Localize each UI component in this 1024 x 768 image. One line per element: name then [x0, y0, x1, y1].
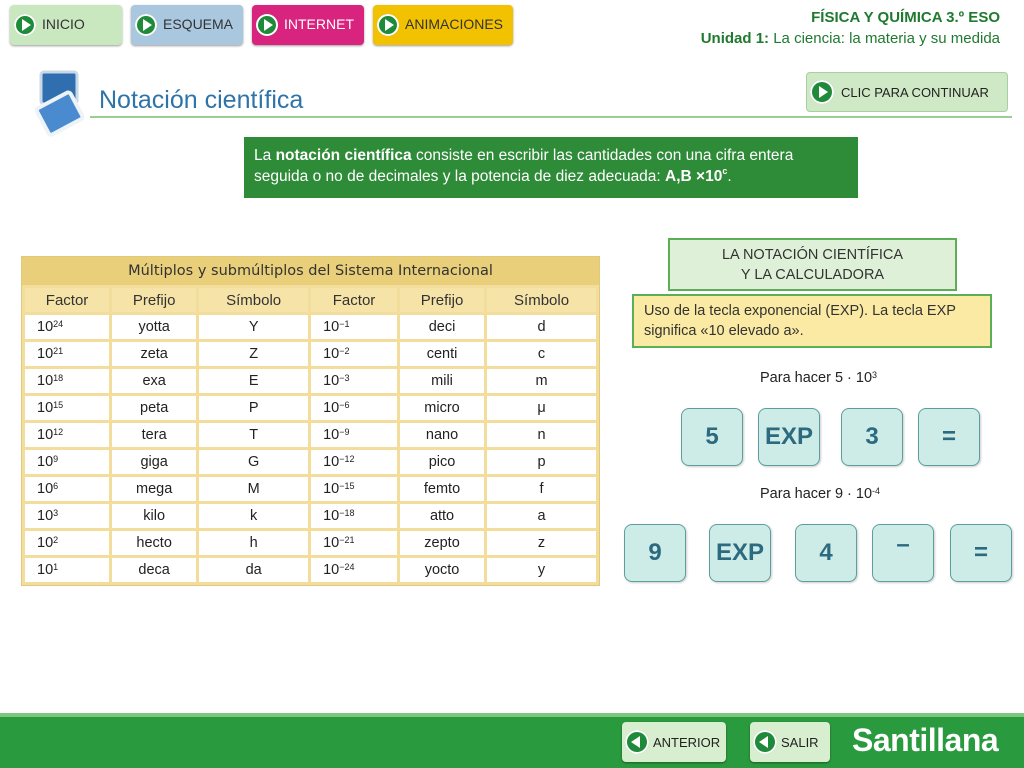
factor-exponent: 1 [53, 562, 59, 572]
factor-base: 10 [37, 346, 54, 362]
symbol-cell [487, 342, 596, 366]
symbol-cell [199, 504, 308, 528]
prefix-cell [112, 423, 196, 447]
symbol: p [537, 454, 546, 470]
table-header-row [25, 288, 596, 312]
unit-prefix: Unidad 1: [700, 30, 770, 47]
si-prefix-table [21, 256, 600, 586]
symbol-cell [199, 369, 308, 393]
nav-inicio-button[interactable] [10, 5, 122, 45]
definition-box [244, 137, 858, 198]
symbol-cell [199, 531, 308, 555]
symbol: P [248, 400, 259, 416]
prefix-cell [400, 504, 484, 528]
symbol: M [247, 481, 260, 497]
definition-text: La [254, 147, 276, 164]
factor-exponent: −6 [339, 400, 350, 410]
key-equals: = [918, 408, 980, 466]
symbol-cell [487, 369, 596, 393]
factor-base: 10 [37, 562, 54, 578]
prefix: giga [140, 454, 168, 470]
prefix-cell [400, 558, 484, 582]
prefix: kilo [143, 508, 166, 524]
prefix: zepto [424, 535, 460, 551]
factor-cell [25, 396, 109, 420]
table-row [25, 315, 596, 339]
table-row [25, 369, 596, 393]
symbol-cell [199, 450, 308, 474]
factor-base: 10 [323, 373, 340, 389]
key-exp: EXP [758, 408, 820, 466]
table-row [25, 342, 596, 366]
factor-exponent: 21 [53, 346, 64, 356]
back-arrow-icon [625, 730, 649, 754]
symbol-cell [487, 315, 596, 339]
factor-base: 10 [323, 427, 340, 443]
factor-cell [311, 369, 397, 393]
prefix: mega [136, 481, 173, 497]
symbol: f [539, 481, 544, 497]
factor-cell [25, 558, 109, 582]
play-icon [135, 14, 157, 36]
prefix-cell [112, 315, 196, 339]
factor-base: 10 [37, 427, 54, 443]
symbol-cell [199, 342, 308, 366]
nav-inicio-label: INICIO [42, 16, 85, 32]
factor-exponent: 12 [53, 427, 64, 437]
factor-exponent: −21 [339, 535, 355, 545]
factor-exponent: 3 [53, 508, 59, 518]
symbol-cell [199, 558, 308, 582]
anterior-label: ANTERIOR [653, 734, 721, 750]
prefix-cell [112, 369, 196, 393]
prefix: exa [142, 373, 166, 389]
factor-exponent: 15 [53, 400, 64, 410]
prefix-cell [112, 477, 196, 501]
nav-esquema-label: ESQUEMA [163, 16, 234, 32]
key-exp: EXP [709, 524, 771, 582]
table-row [25, 450, 596, 474]
prefix-cell [400, 315, 484, 339]
symbol: G [248, 454, 260, 470]
prefix: atto [429, 508, 455, 524]
factor-exponent: −24 [339, 562, 355, 572]
factor-cell [25, 531, 109, 555]
continue-button[interactable] [806, 72, 1008, 112]
course-unit [701, 28, 1000, 49]
factor-cell [25, 369, 109, 393]
example1-caption [760, 370, 877, 386]
factor-cell [25, 315, 109, 339]
factor-exponent: 2 [53, 535, 59, 545]
symbol: z [537, 535, 546, 551]
factor-cell [311, 315, 397, 339]
title-divider [90, 116, 1012, 118]
factor-cell [311, 396, 397, 420]
symbol-cell [199, 396, 308, 420]
key-5: 5 [681, 408, 743, 466]
prefix-cell [400, 450, 484, 474]
prefix: tera [141, 427, 167, 443]
factor-cell [311, 423, 397, 447]
factor-cell [311, 342, 397, 366]
prefix: peta [140, 400, 169, 416]
factor-exponent: 6 [53, 481, 59, 491]
calculator-heading-line1: LA NOTACIÓN CIENTÍFICA [721, 247, 903, 263]
prefix: zeta [140, 346, 168, 362]
prefix-cell [112, 342, 196, 366]
key-equals: = [950, 524, 1012, 582]
factor-base: 10 [37, 481, 54, 497]
prefix: mili [431, 373, 453, 389]
prefix-cell [400, 423, 484, 447]
nav-internet-label: INTERNET [284, 16, 354, 32]
symbol: Z [249, 346, 259, 362]
symbol: E [248, 373, 259, 389]
course-info [701, 7, 1000, 49]
factor-base: 10 [323, 454, 340, 470]
table-header-cell: Factor [25, 288, 109, 312]
prefix-cell [112, 531, 196, 555]
symbol-cell [487, 450, 596, 474]
symbol: c [537, 346, 546, 362]
factor-base: 10 [323, 481, 340, 497]
definition-formula [665, 168, 727, 185]
unit-text: La ciencia: la materia y su medida [773, 30, 1000, 47]
course-title: FÍSICA Y QUÍMICA 3.º ESO [811, 9, 1000, 26]
page-title: Notación científica [99, 86, 304, 114]
prefix-cell [112, 396, 196, 420]
continue-label: CLIC PARA CONTINUAR [841, 84, 989, 100]
factor-base: 10 [323, 508, 340, 524]
symbol-cell [199, 315, 308, 339]
prefix-cell [400, 531, 484, 555]
table-row [25, 396, 596, 420]
prefix: yocto [424, 562, 460, 578]
prefix: centi [426, 346, 458, 362]
nav-animaciones-label: ANIMACIONES [405, 16, 504, 32]
factor-cell [311, 504, 397, 528]
back-arrow-icon [753, 730, 777, 754]
calculator-heading-line2: Y LA CALCULADORA [740, 267, 885, 283]
nav-esquema-button[interactable] [131, 5, 243, 45]
example2-caption [760, 486, 880, 502]
factor-base: 10 [323, 400, 340, 416]
top-nav [10, 5, 513, 45]
anterior-button[interactable] [622, 722, 726, 762]
table-row [25, 423, 596, 447]
symbol: da [245, 562, 262, 578]
factor-cell [25, 423, 109, 447]
symbol: y [537, 562, 546, 578]
factor-base: 10 [37, 508, 54, 524]
example2-exponent: -4 [872, 486, 881, 496]
symbol: T [249, 427, 259, 443]
prefix-cell [400, 477, 484, 501]
table-header-cell: Factor [311, 288, 397, 312]
factor-base: 10 [323, 319, 340, 335]
factor-cell [311, 531, 397, 555]
play-icon [377, 14, 399, 36]
factor-base: 10 [37, 319, 54, 335]
table-header-cell: Símbolo [487, 288, 596, 312]
factor-cell [25, 477, 109, 501]
definition-term: notación científica [275, 147, 412, 164]
prefix: nano [425, 427, 459, 443]
prefix: deci [428, 319, 456, 335]
table-header-cell: Prefijo [112, 288, 196, 312]
symbol: Y [248, 319, 259, 335]
symbol-cell [487, 558, 596, 582]
symbol: μ [537, 400, 546, 416]
table-body [25, 315, 596, 582]
symbol: a [537, 508, 546, 524]
prefix: hecto [136, 535, 172, 551]
symbol-cell [487, 423, 596, 447]
definition-end: . [727, 168, 732, 185]
factor-exponent: −15 [339, 481, 355, 491]
calculator-description: Uso de la tecla exponencial (EXP). La tecla EXP significa «10 elevado a». [632, 294, 992, 348]
key-minus: – [872, 524, 934, 582]
play-icon [810, 80, 834, 104]
salir-button[interactable] [750, 722, 830, 762]
prefix: yotta [138, 319, 170, 335]
factor-exponent: −3 [339, 373, 350, 383]
section-logo-icon [35, 70, 85, 138]
nav-internet-button[interactable] [252, 5, 364, 45]
prefix-cell [400, 396, 484, 420]
prefix-cell [112, 450, 196, 474]
symbol-cell [487, 531, 596, 555]
example1-text: Para hacer 5 · 10 [760, 370, 873, 386]
factor-exponent: −18 [339, 508, 355, 518]
table-header-cell: Prefijo [400, 288, 484, 312]
example1-exponent: 3 [872, 370, 878, 380]
table-row [25, 504, 596, 528]
factor-base: 10 [37, 454, 54, 470]
factor-base: 10 [323, 346, 340, 362]
example2-text: Para hacer 9 · 10 [760, 486, 873, 502]
factor-cell [311, 558, 397, 582]
prefix-cell [112, 504, 196, 528]
factor-cell [25, 504, 109, 528]
symbol-cell [487, 396, 596, 420]
factor-base: 10 [37, 400, 54, 416]
factor-base: 10 [323, 535, 340, 551]
prefix-cell [400, 369, 484, 393]
formula-exponent: c [722, 166, 728, 176]
calculator-heading [668, 238, 957, 291]
prefix-cell [400, 342, 484, 366]
factor-cell [25, 342, 109, 366]
symbol: m [535, 373, 548, 389]
key-4: 4 [795, 524, 857, 582]
prefix: pico [428, 454, 456, 470]
factor-cell [25, 450, 109, 474]
key-9: 9 [624, 524, 686, 582]
symbol-cell [199, 423, 308, 447]
factor-exponent: −9 [339, 427, 350, 437]
factor-cell [311, 477, 397, 501]
symbol-cell [199, 477, 308, 501]
factor-base: 10 [323, 562, 340, 578]
formula-base: A,B ×10 [665, 168, 723, 185]
table-row [25, 558, 596, 582]
definition-text: consiste en escribir las cantidades con una cifra entera seguida o no de decimales y la potencia de diez adecuada: [254, 147, 794, 185]
table-caption: Múltiplos y submúltiplos del Sistema Internacional [22, 257, 599, 285]
prefix: deca [138, 562, 170, 578]
table-row [25, 531, 596, 555]
play-icon [256, 14, 278, 36]
symbol-cell [487, 504, 596, 528]
symbol-cell [487, 477, 596, 501]
factor-base: 10 [37, 535, 54, 551]
symbol: d [537, 319, 546, 335]
nav-animaciones-button[interactable] [373, 5, 513, 45]
symbol: k [250, 508, 258, 524]
symbol: h [249, 535, 258, 551]
factor-exponent: 9 [53, 454, 59, 464]
factor-exponent: −1 [339, 319, 350, 329]
factor-exponent: −12 [339, 454, 355, 464]
play-icon [14, 14, 36, 36]
factor-exponent: 24 [53, 319, 64, 329]
key-3: 3 [841, 408, 903, 466]
prefix-cell [112, 558, 196, 582]
symbol: n [537, 427, 546, 443]
santillana-logo: Santillana [852, 722, 999, 758]
factor-exponent: 18 [53, 373, 64, 383]
salir-label: SALIR [781, 734, 819, 750]
prefix: femto [423, 481, 461, 497]
factor-cell [311, 450, 397, 474]
factor-base: 10 [37, 373, 54, 389]
table-row [25, 477, 596, 501]
factor-exponent: −2 [339, 346, 350, 356]
table-header-cell: Símbolo [199, 288, 308, 312]
prefix: micro [424, 400, 460, 416]
